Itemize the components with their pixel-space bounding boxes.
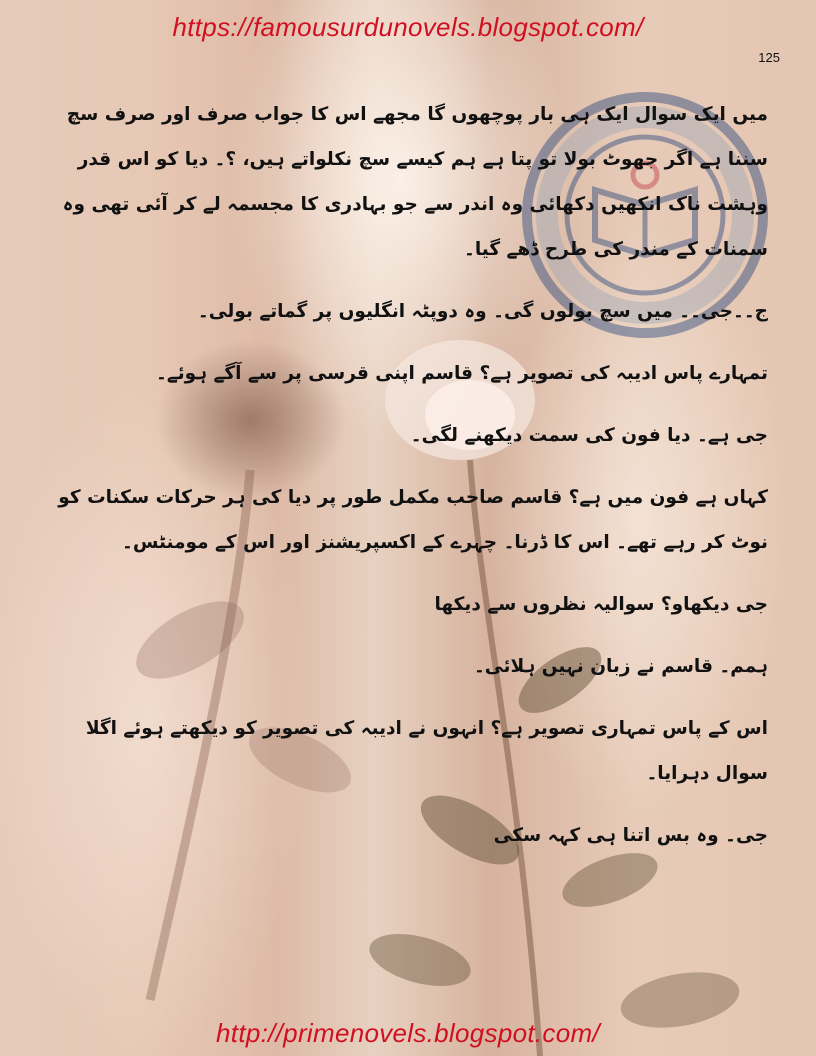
paragraph: جی دیکھاو؟ سوالیہ نظروں سے دیکھا (434, 594, 768, 615)
paragraph: اس کے پاس تمہاری تصویر ہے؟ انہوں نے ادیبہ کی تصویر کو دیکھتے ہوئے اگلا سوال دہرایا۔ (85, 718, 768, 784)
paragraph: تمہارے پاس ادیبہ کی تصویر ہے؟ قاسم اپنی قرسی پر سے آگے ہوئے۔ (156, 363, 768, 384)
paragraph: جی ہے۔ دیا فون کی سمت دیکھنے لگی۔ (410, 425, 768, 446)
header-url-link[interactable]: https://famousurdunovels.blogspot.com/ (172, 12, 644, 42)
paragraph: ج۔۔جی۔۔ میں سچ بولوں گی۔ وہ دوپٹہ انگلیوں پر گماتے بولی۔ (197, 301, 768, 322)
paragraph: میں ایک سوال ایک ہی بار پوچھوں گا مجھے اس کا جواب صرف اور صرف سچ سننا ہے اگر جھوٹ بولا تو پتا ہے ہم کیسے سچ نکلواتے ہیں، ؟۔ دیا کو اس قدر وہشت ناک انکھیں دکھائی وہ اندر سے جو بہادری کا مجسمہ لے کر آئی تھی وہ سمنات کے مندر کی طرح ڈھے گیا۔ (62, 104, 768, 260)
footer-url-link[interactable]: http://primenovels.blogspot.com/ (216, 1018, 600, 1048)
novel-text-body (48, 92, 768, 875)
page-number: 125 (758, 50, 780, 65)
paragraph: ہمم۔ قاسم نے زبان نہیں ہلائی۔ (473, 656, 768, 677)
paragraph: جی۔ وہ بس اتنا ہی کہہ سکی (493, 825, 768, 846)
paragraph: کہاں ہے فون میں ہے؟ قاسم صاحب مکمل طور پر دیا کی ہر حرکات سکنات کو نوٹ کر رہے تھے۔ اس کا ڈرنا۔ چہرے کے اکسپریشنز اور اس کے مومنٹس۔ (58, 487, 768, 553)
